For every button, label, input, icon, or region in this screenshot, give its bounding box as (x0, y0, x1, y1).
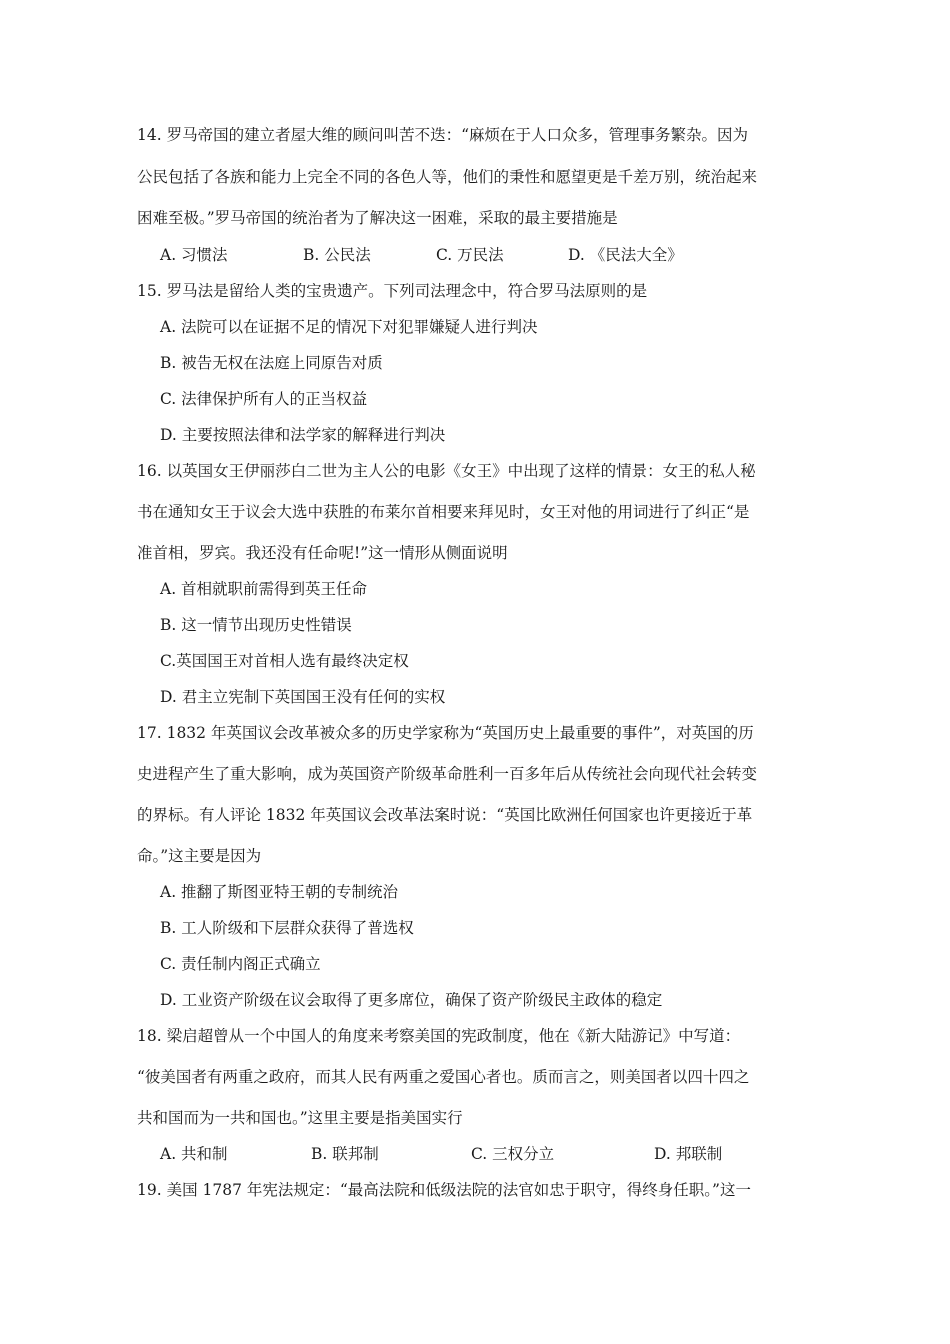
q17-stem-line-1: 17. 1832 年英国议会改革被众多的历史学家称为“英国历史上最重要的事件”，对英国的历 (137, 724, 754, 742)
q16-stem-line-2: 书在通知女王于议会大选中获胜的布莱尔首相要来拜见时，女王对他的用词进行了纠正“是 (137, 503, 750, 521)
q17-stem-line-2: 史进程产生了重大影响，成为英国资产阶级革命胜利一百多年后从传统社会向现代社会转变 (137, 765, 758, 783)
q14-stem-line-2: 公民包括了各族和能力上完全不同的各色人等，他们的秉性和愿望更是千差万别，统治起来 (137, 168, 758, 186)
q14-stem-line-3: 困难至极。”罗马帝国的统治者为了解决这一困难，采取的最主要措施是 (137, 209, 618, 227)
q14-stem-line-1: 14. 罗马帝国的建立者屋大维的顾问叫苦不迭：“麻烦在于人口众多，管理事务繁杂。因为 (137, 126, 749, 144)
q15-option-c: C. 法律保护所有人的正当权益 (160, 390, 368, 408)
q14-option-d: D. 《民法大全》 (568, 246, 683, 264)
q16-stem-line-1: 16. 以英国女王伊丽莎白二世为主人公的电影《女王》中出现了这样的情景：女王的私人秘 (137, 462, 756, 480)
q17-option-d: D. 工业资产阶级在议会取得了更多席位，确保了资产阶级民主政体的稳定 (160, 991, 663, 1009)
q16-option-b: B. 这一情节出现历史性错误 (160, 616, 352, 634)
q14-option-b: B. 公民法 (303, 246, 371, 264)
q15-option-a: A. 法院可以在证据不足的情况下对犯罪嫌疑人进行判决 (160, 318, 538, 336)
q16-option-d: D. 君主立宪制下英国国王没有任何的实权 (160, 688, 446, 706)
q18-stem-line-2: “彼美国者有两重之政府，而其人民有两重之爱国心者也。质而言之，则美国者以四十四之 (137, 1068, 750, 1086)
q17-stem-line-3: 的界标。有人评论 1832 年英国议会改革法案时说：“英国比欧洲任何国家也许更接近于革 (137, 806, 753, 824)
q17-stem-line-4: 命。”这主要是因为 (137, 847, 262, 865)
q14-option-c: C. 万民法 (436, 246, 504, 264)
q16-option-c: C.英国国王对首相人选有最终决定权 (160, 652, 409, 670)
q15-option-b: B. 被告无权在法庭上同原告对质 (160, 354, 383, 372)
q18-stem-line-1: 18. 梁启超曾从一个中国人的角度来考察美国的宪政制度，他在《新大陆游记》中写道： (137, 1027, 741, 1045)
q16-option-a: A. 首相就职前需得到英王任命 (160, 580, 368, 598)
q17-option-c: C. 责任制内阁正式确立 (160, 955, 321, 973)
q18-option-b: B. 联邦制 (311, 1145, 379, 1163)
q15-option-d: D. 主要按照法律和法学家的解释进行判决 (160, 426, 446, 444)
q14-option-a: A. 习惯法 (160, 246, 228, 264)
q18-option-a: A. 共和制 (160, 1145, 228, 1163)
q18-stem-line-3: 共和国而为一共和国也。”这里主要是指美国实行 (137, 1109, 463, 1127)
q17-option-b: B. 工人阶级和下层群众获得了普选权 (160, 919, 414, 937)
q17-option-a: A. 推翻了斯图亚特王朝的专制统治 (160, 883, 399, 901)
q16-stem-line-3: 准首相，罗宾。我还没有任命呢!”这一情形从侧面说明 (137, 544, 508, 562)
q15-stem-line-1: 15. 罗马法是留给人类的宝贵遗产。下列司法理念中，符合罗马法原则的是 (137, 282, 648, 300)
q19-stem-line-1: 19. 美国 1787 年宪法规定：“最高法院和低级法院的法官如忠于职守，得终身任职。”这一 (137, 1181, 751, 1199)
q18-option-c: C. 三权分立 (471, 1145, 555, 1163)
q18-option-d: D. 邦联制 (654, 1145, 723, 1163)
